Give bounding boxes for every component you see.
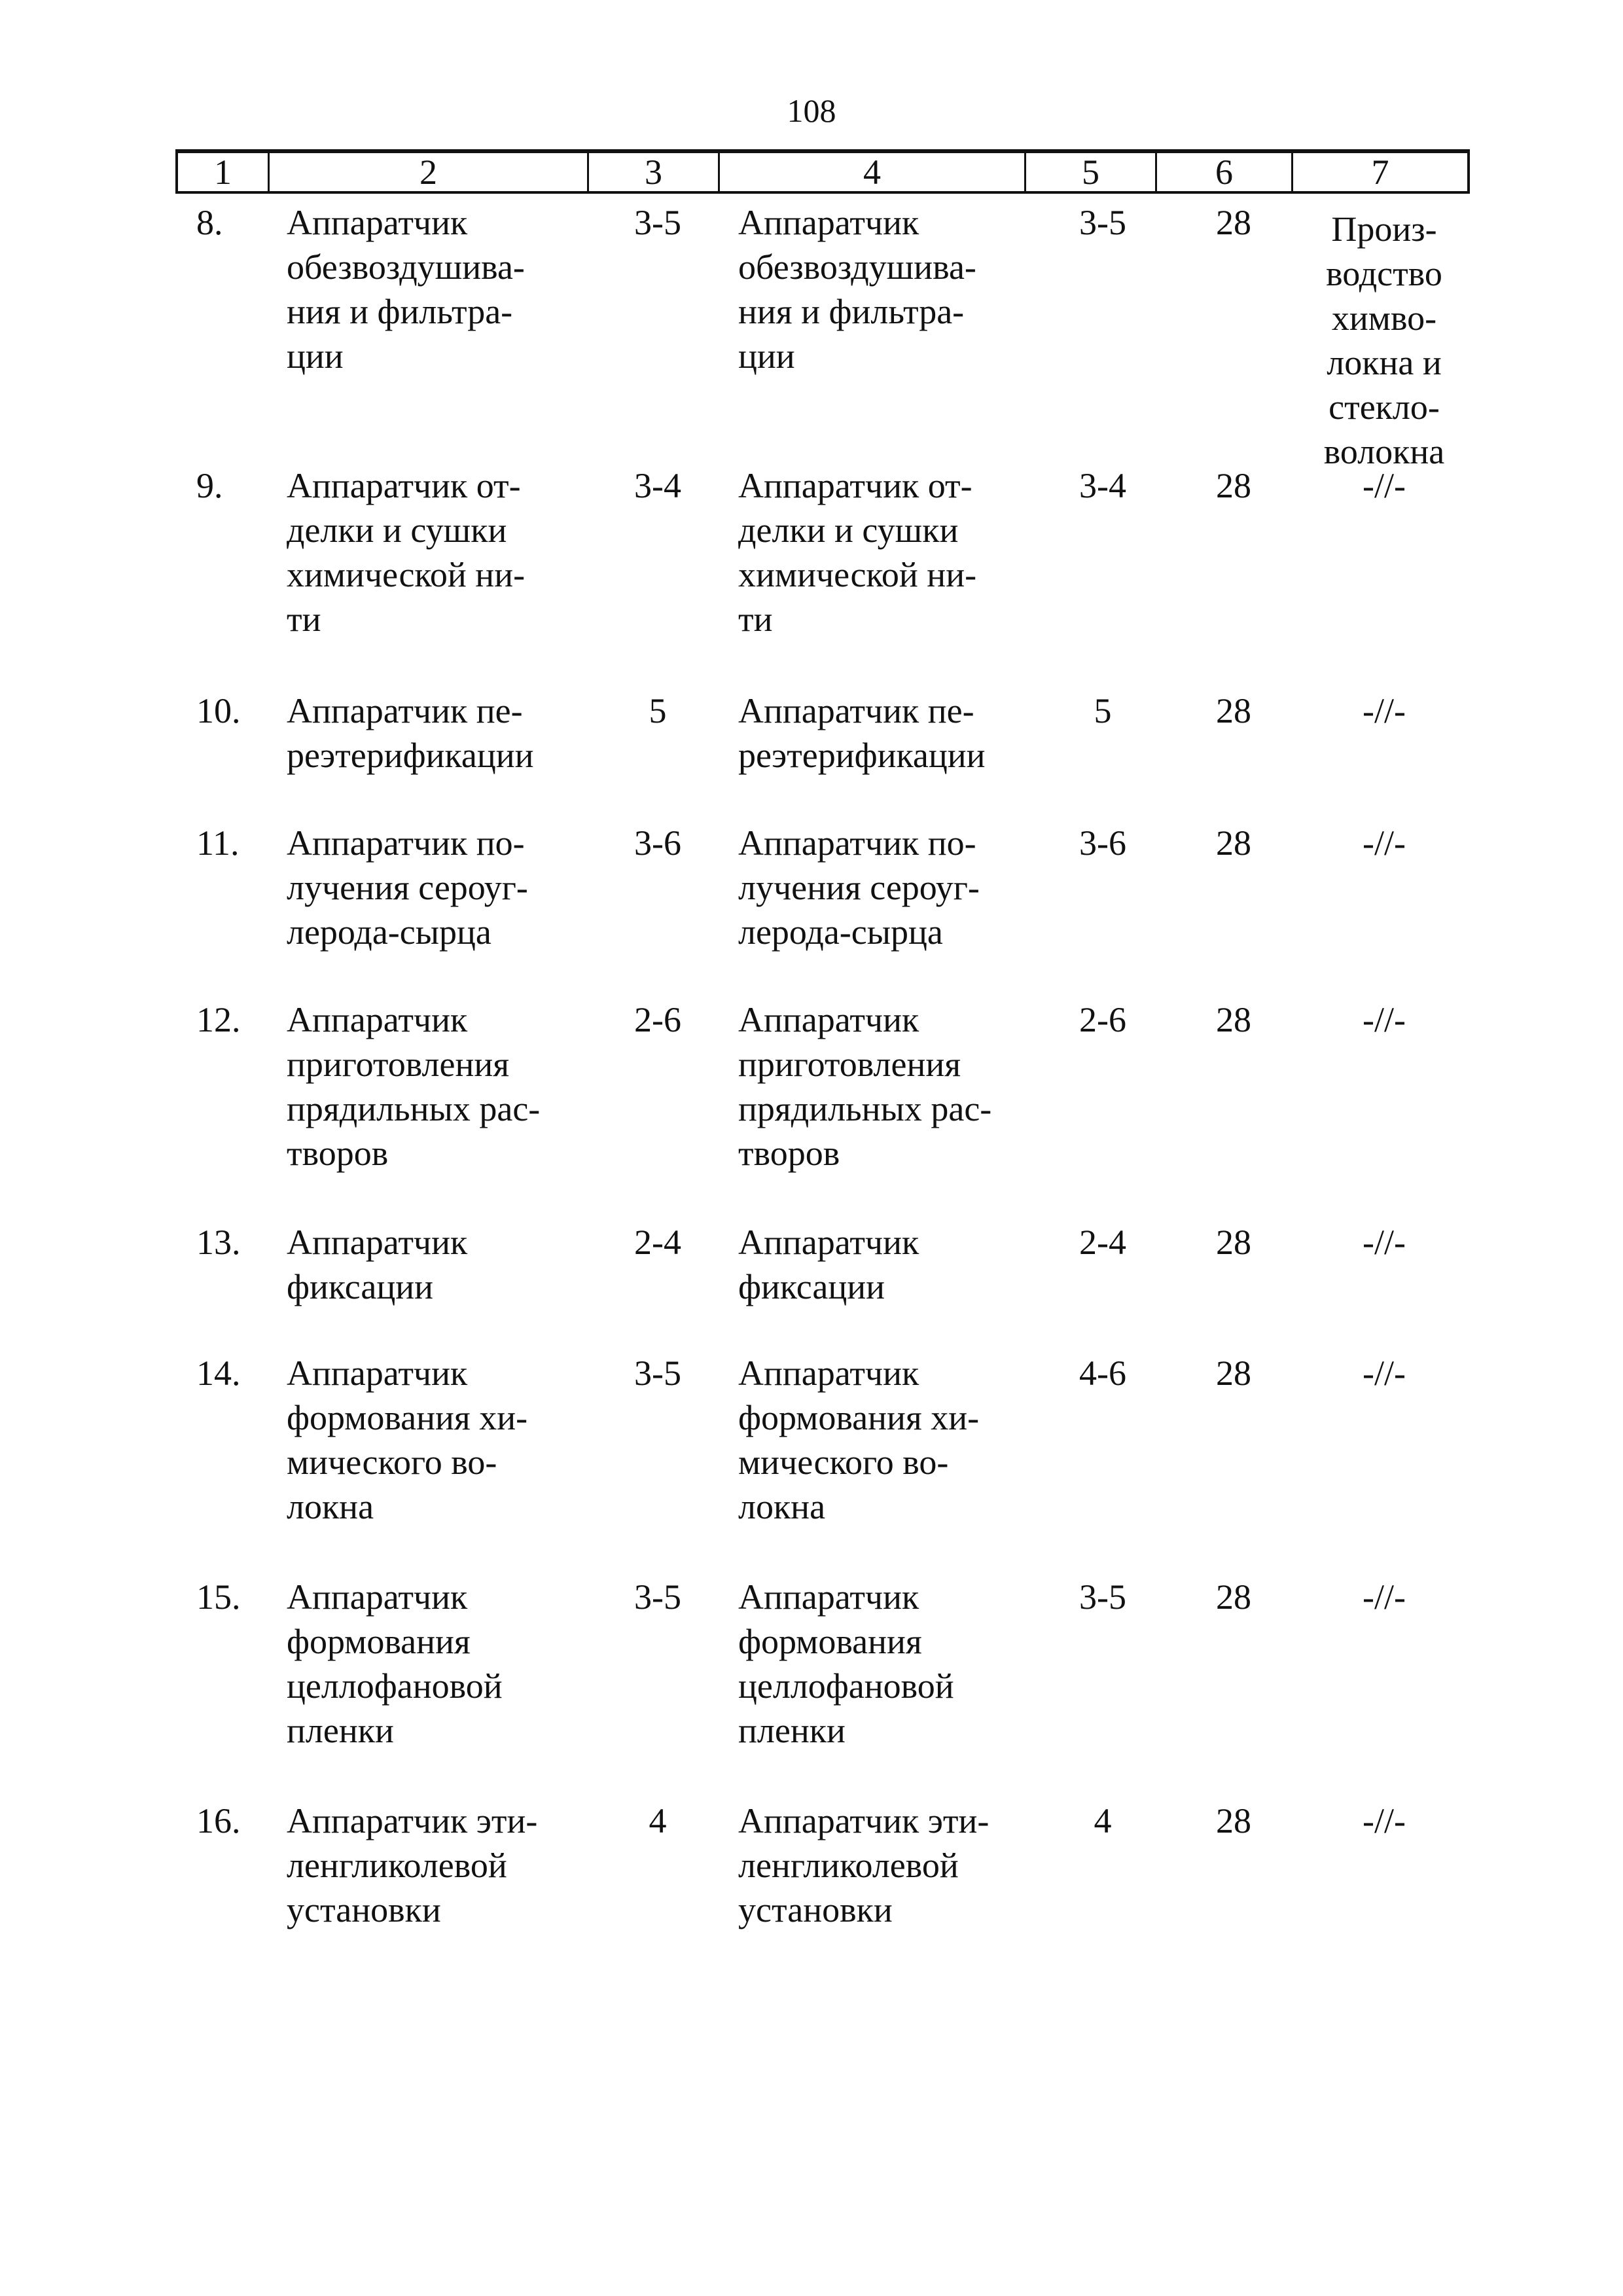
profession-name-new: Аппаратчик приготовления прядильных рас- творов [738, 1000, 992, 1173]
grade-range-new: 4 [1094, 1801, 1112, 1840]
profession-name-new: Аппаратчик по- лучения сероуг- лерода-сырца [738, 823, 980, 952]
row-number: 13. [196, 1223, 241, 1262]
profession-name-new: Аппаратчик фиксации [738, 1223, 919, 1306]
profession-name: Аппаратчик эти- ленгликолевой установки [287, 1801, 538, 1929]
profession-name-new: Аппаратчик пе- реэтерификации [738, 691, 986, 775]
code: 28 [1216, 823, 1251, 863]
row-number: 8. [196, 203, 223, 242]
page-number: 108 [787, 92, 836, 129]
production-note: -//- [1363, 823, 1406, 863]
production-note: -//- [1363, 1577, 1406, 1617]
grade-range-new: 3-5 [1079, 1577, 1126, 1617]
code: 28 [1216, 1354, 1251, 1393]
row-number: 16. [196, 1801, 241, 1840]
row-number: 9. [196, 466, 223, 505]
grade-range-new: 3-4 [1079, 466, 1126, 505]
profession-name-new: Аппаратчик от- делки и сушки химической ни- ти [738, 466, 977, 639]
code: 28 [1216, 466, 1251, 505]
grade-range-new: 5 [1094, 691, 1112, 730]
profession-name: Аппаратчик формования хи- мического во- локна [287, 1354, 528, 1526]
grade-range: 3-5 [634, 1354, 681, 1393]
grade-range: 4 [649, 1801, 667, 1840]
profession-name-new: Аппаратчик обезвоздушива- ния и фильтра- ции [738, 203, 976, 376]
grade-range: 2-4 [634, 1223, 681, 1262]
header-cell-6: 6 [1157, 153, 1293, 191]
profession-name: Аппаратчик пе- реэтерификации [287, 691, 534, 775]
production-note: -//- [1363, 1000, 1406, 1039]
production-note: -//- [1363, 466, 1406, 505]
grade-range: 3-6 [634, 823, 681, 863]
production-note: -//- [1363, 1223, 1406, 1262]
profession-name-new: Аппаратчик формования хи- мического во- локна [738, 1354, 980, 1526]
production-note: Произ- водство химво- локна и стекло- волокна [1323, 209, 1445, 471]
code: 28 [1216, 1577, 1251, 1617]
grade-range-new: 4-6 [1079, 1354, 1126, 1393]
profession-name: Аппаратчик по- лучения сероуг- лерода-сырца [287, 823, 528, 952]
grade-range: 2-6 [634, 1000, 681, 1039]
profession-name: Аппаратчик фиксации [287, 1223, 468, 1306]
code: 28 [1216, 691, 1251, 730]
grade-range-new: 2-4 [1079, 1223, 1126, 1262]
row-number: 10. [196, 691, 241, 730]
code: 28 [1216, 1801, 1251, 1840]
profession-name: Аппаратчик формования целлофановой пленки [287, 1577, 503, 1750]
grade-range: 3-5 [634, 203, 681, 242]
production-note: -//- [1363, 691, 1406, 730]
grade-range: 5 [649, 691, 667, 730]
header-cell-3: 3 [589, 153, 720, 191]
profession-name-new: Аппаратчик эти- ленгликолевой установки [738, 1801, 990, 1929]
header-cell-1: 1 [178, 153, 270, 191]
row-number: 11. [196, 823, 240, 863]
profession-name: Аппаратчик обезвоздушива- ния и фильтра- ции [287, 203, 525, 376]
table-header-row [175, 149, 1470, 194]
code: 28 [1216, 1223, 1251, 1262]
production-note: -//- [1363, 1801, 1406, 1840]
code: 28 [1216, 1000, 1251, 1039]
header-cell-2: 2 [270, 153, 589, 191]
grade-range-new: 2-6 [1079, 1000, 1126, 1039]
grade-range-new: 3-6 [1079, 823, 1126, 863]
header-cell-7: 7 [1371, 152, 1389, 192]
header-cell-5: 5 [1026, 153, 1157, 191]
production-note: -//- [1363, 1354, 1406, 1393]
profession-name: Аппаратчик от- делки и сушки химической ни- ти [287, 466, 526, 639]
grade-range: 3-5 [634, 1577, 681, 1617]
row-number: 12. [196, 1000, 241, 1039]
grade-range-new: 3-5 [1079, 203, 1126, 242]
profession-name-new: Аппаратчик формования целлофановой пленки [738, 1577, 954, 1750]
header-cell-4: 4 [720, 153, 1026, 191]
row-number: 15. [196, 1577, 241, 1617]
code: 28 [1216, 203, 1251, 242]
grade-range: 3-4 [634, 466, 681, 505]
row-number: 14. [196, 1354, 241, 1393]
profession-name: Аппаратчик приготовления прядильных рас- творов [287, 1000, 541, 1173]
